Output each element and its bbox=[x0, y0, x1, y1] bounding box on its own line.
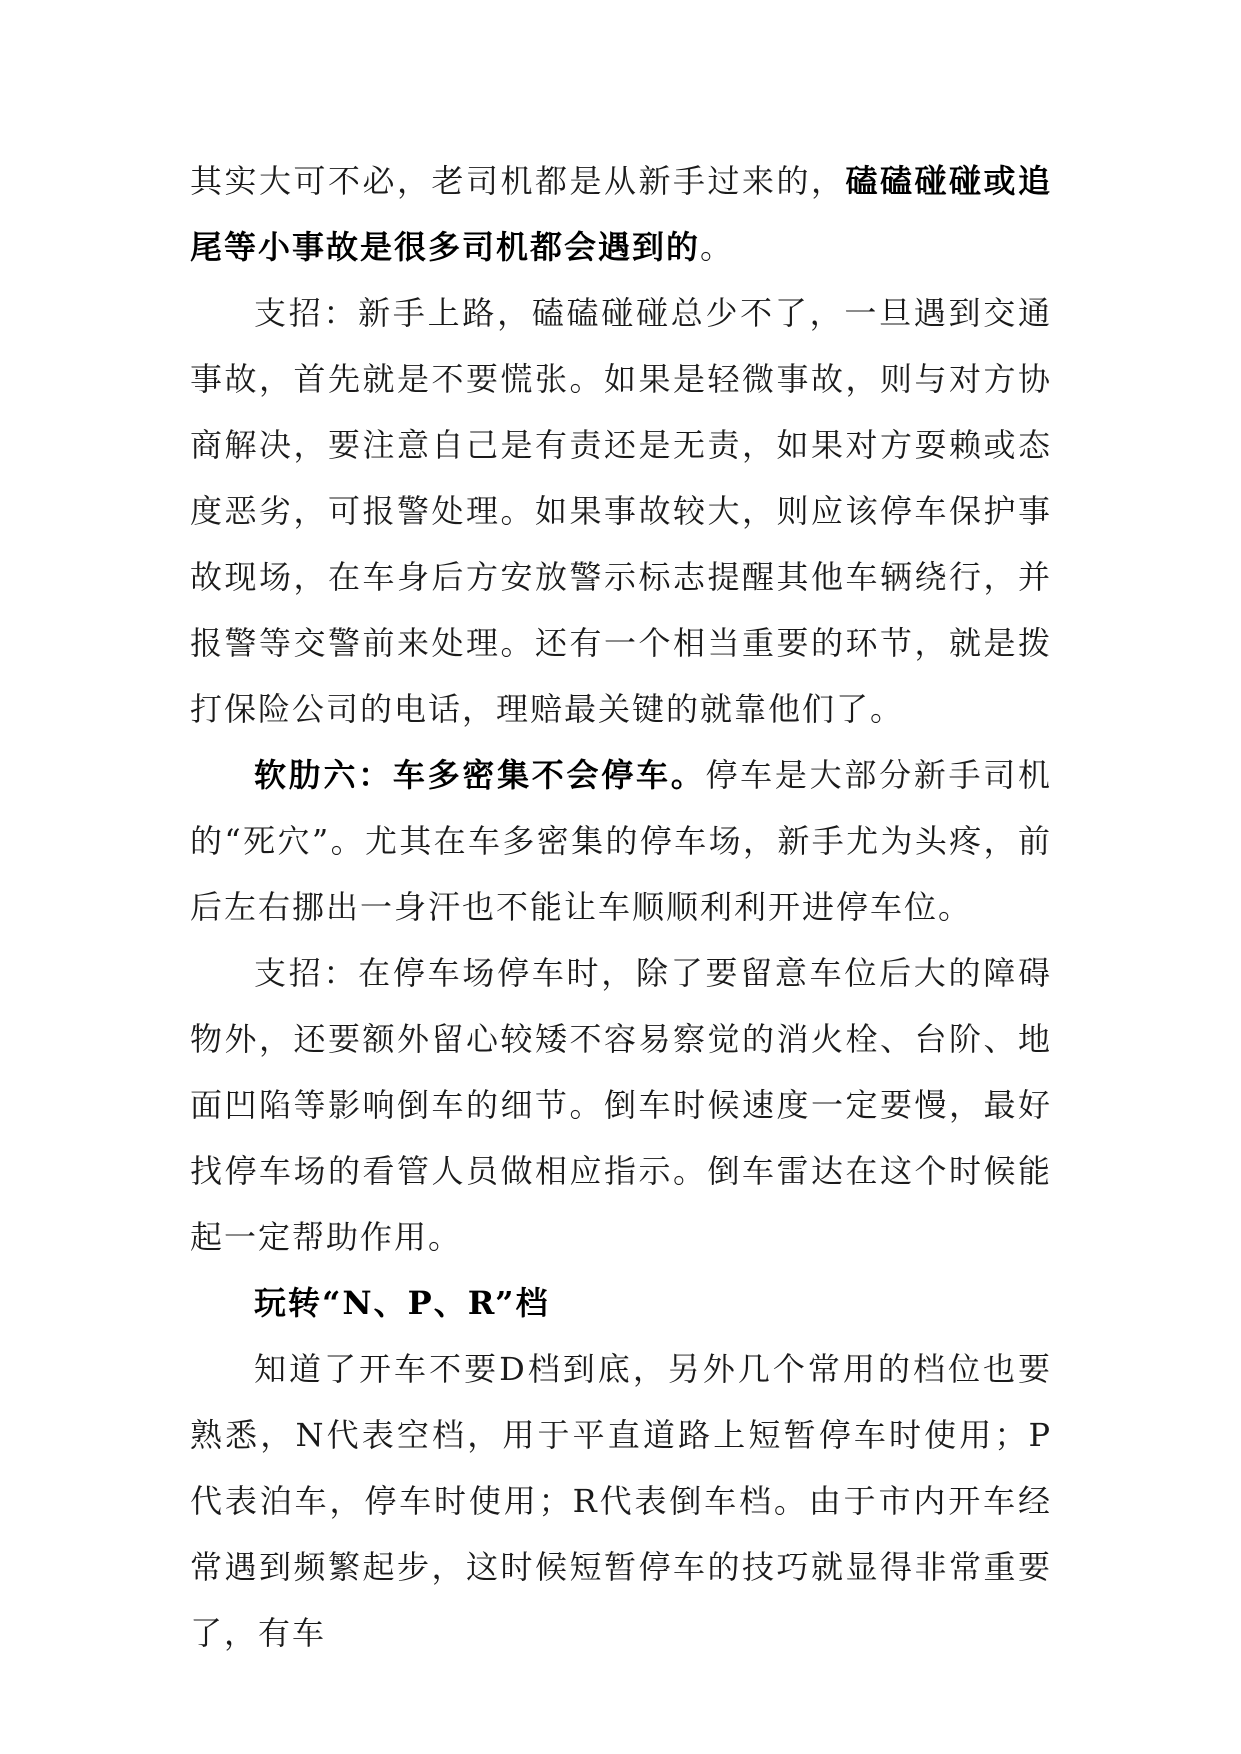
paragraph-text: 。 bbox=[700, 228, 735, 266]
paragraph-accident-tips: 支招：新手上路，磕磕碰碰总少不了，一旦遇到交通事故，首先就是不要慌张。如果是轻微事故，则与对方协商解决，要注意自己是有责还是无责，如果对方耍赖或态度恶劣，可报警处理。如果事故较大，则应该停车保护事故现场，在车身后方安放警示标志提醒其他车辆绕行，并报警等交警前来处理。还有一个相当重要的环节，就是拨打保险公司的电话，理赔最关键的就靠他们了。 bbox=[190, 294, 1052, 728]
paragraph-accidents-intro bbox=[190, 148, 1052, 280]
paragraph-weakness-six bbox=[190, 742, 1052, 940]
paragraph-gears: 知道了开车不要D档到底，另外几个常用的档位也要熟悉，N代表空档，用于平直道路上短暂停车时使用；P代表泊车，停车时使用；R代表倒车档。由于市内开车经常遇到频繁起步，这时候短暂停车的技巧就显得非常重要了，有车 bbox=[190, 1350, 1052, 1652]
paragraph-text: 其实大可不必，老司机都是从新手过来的， bbox=[190, 162, 846, 200]
bold-subheading: 软肋六：车多密集不会停车。 bbox=[254, 756, 706, 794]
bold-emphasis: 磕磕碰碰或追尾等小事故是很多司机都会遇到的 bbox=[190, 162, 1052, 266]
paragraph-parking-tips: 支招：在停车场停车时，除了要留意车位后大的障碍物外，还要额外留心较矮不容易察觉的消火栓、台阶、地面凹陷等影响倒车的细节。倒车时候速度一定要慢，最好找停车场的看管人员做相应指示。倒车雷达在这个时候能起一定帮助作用。 bbox=[190, 954, 1052, 1256]
section-heading: 玩转“N、P、R”档 bbox=[254, 1284, 550, 1322]
paragraph-text: 停车是大部分新手司机的“死穴”。尤其在车多密集的停车场，新手尤为头疼，前后左右挪出一身汗也不能让车顺顺利利开进停车位。 bbox=[190, 756, 1052, 926]
document-body bbox=[190, 148, 1052, 1666]
